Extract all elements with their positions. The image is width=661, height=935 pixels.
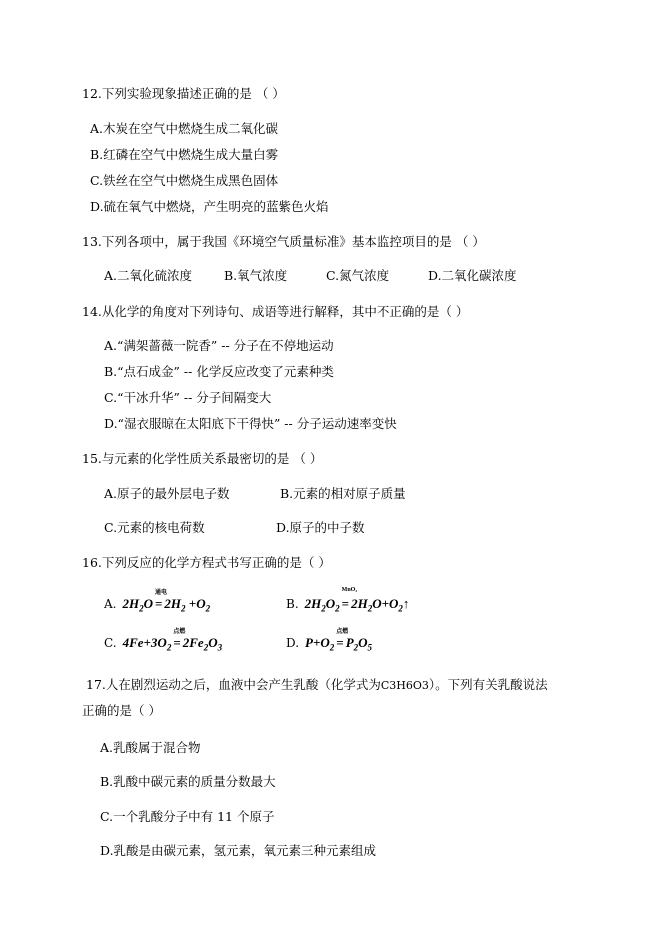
- q16-condition-d: 点燃: [336, 629, 349, 635]
- q13-option-a: A.二氧化硫浓度: [104, 268, 193, 283]
- q15-option-b: B.元素的相对原子质量: [280, 486, 406, 501]
- q12-option-b: B.红磷在空气中燃烧生成大量白雾: [90, 147, 279, 162]
- q16-condition-c: 点燃: [173, 629, 186, 635]
- q16-label-c: C.: [104, 636, 117, 650]
- q16-equation-d: D. $P+O_2$ 点燃 = $P_2O_5$: [286, 635, 372, 653]
- q14-option-b: B.“点石成金” -- 化学反应改变了元素种类: [104, 364, 334, 379]
- q15-option-a: A.原子的最外层电子数: [104, 486, 230, 501]
- q14-option-d: D.“湿衣服晾在太阳底下干得快” -- 分子运动速率变快: [104, 416, 397, 431]
- q14-option-a: A.“满架蔷薇一院香” -- 分子在不停地运动: [104, 338, 334, 353]
- q13-option-b: B.氧气浓度: [224, 268, 288, 283]
- q15-option-c: C.元素的核电荷数: [104, 520, 205, 535]
- q13-option-c: C.氮气浓度: [326, 268, 390, 283]
- q12-option-d: D.硫在氧气中燃烧，产生明亮的蓝紫色火焰: [90, 199, 329, 214]
- q17-stem-line2: 正确的是（ ）: [82, 703, 161, 718]
- q16-label-d: D.: [286, 636, 300, 650]
- q12-stem: 12.下列实验现象描述正确的是 （ ）: [82, 86, 285, 101]
- q14-stem: 14.从化学的角度对下列诗句、成语等进行解释，其中不正确的是（ ）: [82, 304, 469, 319]
- q12-option-a: A.木炭在空气中燃烧生成二氧化碳: [90, 121, 279, 136]
- q15-option-d: D.原子的中子数: [276, 520, 365, 535]
- q17-option-b: B.乳酸中碳元素的质量分数最大: [100, 774, 276, 789]
- q16-label-b: B.: [286, 597, 299, 611]
- q12-option-c: C.铁丝在空气中燃烧生成黑色固体: [90, 173, 279, 188]
- q17-option-a: A.乳酸属于混合物: [100, 740, 201, 755]
- q14-option-c: C.“干冰升华” -- 分子间隔变大: [104, 390, 272, 405]
- q16-stem: 16.下列反应的化学方程式书写正确的是（ ）: [82, 555, 331, 570]
- q16-label-a: A.: [104, 597, 117, 611]
- q17-option-d: D.乳酸是由碳元素，氢元素，氧元素三种元素组成: [100, 843, 377, 858]
- q16-equation-c: C. $4Fe+3O_2$ 点燃 = $2Fe_2O_3$: [104, 635, 222, 653]
- q13-option-d: D.二氧化碳浓度: [428, 268, 517, 283]
- q15-stem: 15.与元素的化学性质关系最密切的是 （ ）: [82, 451, 323, 466]
- lactic-acid-formula: C3H6O3: [380, 679, 429, 692]
- q16-condition-a: 通电: [155, 590, 168, 596]
- q16-equation-b: B. $2H_2O_2$ MnO₂ = $2H_2O+O_2↑$: [286, 587, 410, 614]
- q13-stem: 13.下列各项中，属于我国《环境空气质量标准》基本监控项目的是 （ ）: [82, 234, 485, 249]
- q16-equation-a: A. $2H_2O$ 通电 = $2H_2 +O_2$: [104, 596, 210, 614]
- q17-option-c: C.一个乳酸分子中有 11 个原子: [100, 809, 275, 824]
- q16-condition-b: MnO₂: [341, 587, 358, 593]
- gas-arrow-icon: ↑: [402, 596, 410, 611]
- q17-stem-line1: 17.人在剧烈运动之后，血液中会产生乳酸（化学式为C3H6O3）。下列有关乳酸说法: [86, 677, 548, 692]
